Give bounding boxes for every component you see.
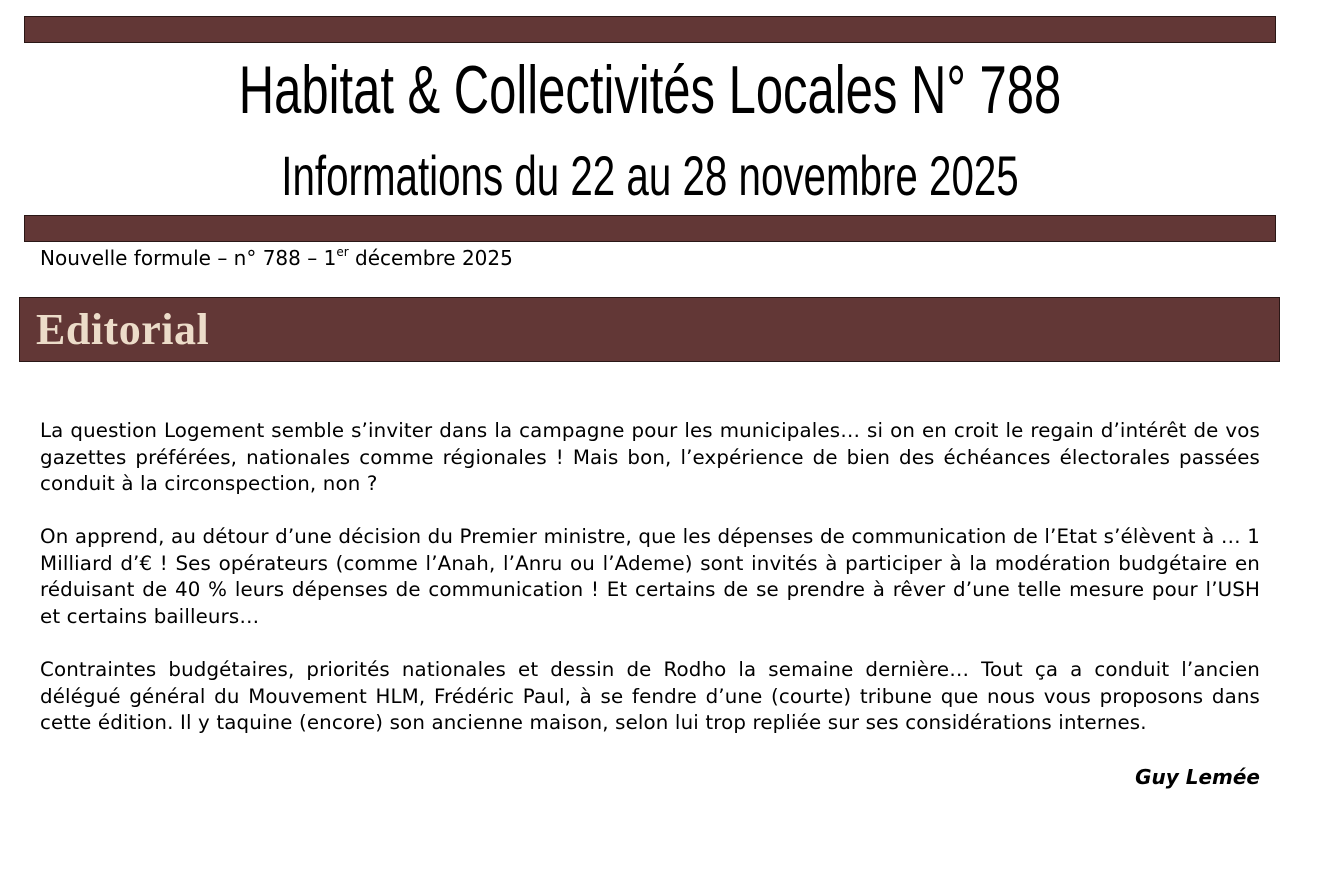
editorial-header-band: [19, 297, 1280, 362]
masthead-bottom-bar: [24, 215, 1276, 242]
editorial-paragraph: La question Logement semble s’inviter dans la campagne pour les municipales… si on en croit le regain d’intérêt de vos gazettes préférées, nationales comme régionales ! Mais bon, l’expérience de bien des échéances électorales passées conduit à la circonspection, non ?: [40, 419, 1260, 496]
masthead-top-bar: [24, 16, 1276, 43]
editorial-signature: Guy Lemée: [1135, 765, 1260, 790]
issue-superscript: er: [336, 245, 349, 259]
editorial-heading: Editorial: [36, 305, 210, 354]
editorial-paragraph: On apprend, au détour d’une décision du Premier ministre, que les dépenses de communication de l’Etat s’élèvent à … 1 Milliard d’€ ! Ses opérateurs (comme l’Anah, l’Anru ou l’Ademe) sont invités à participer à la modération budgétaire en réduisant de 40 % leurs dépenses de communication ! Et certains de se prendre à rêver d’une telle mesure pour l’USH et certains bailleurs…: [40, 525, 1260, 629]
editorial-body: [40, 418, 1260, 791]
issue-suffix: décembre 2025: [348, 246, 513, 270]
issue-line: [40, 244, 513, 275]
issue-prefix: Nouvelle formule – n° 788 – 1: [40, 246, 337, 270]
masthead-title: Habitat & Collectivités Locales N° 788: [238, 52, 1062, 128]
editorial-paragraph: Contraintes budgétaires, priorités nationales et dessin de Rodho la semaine dernière… Tout ça a conduit l’ancien délégué général du Mouvement HLM, Frédéric Paul, à se fendre d’une (courte) tribune que nous vous proposons dans cette édition. Il y taquine (encore) son ancienne maison, selon lui trop repliée sur ses considérations internes.: [40, 658, 1260, 735]
masthead-subtitle: Informations du 22 au 28 novembre 2025: [281, 144, 1019, 207]
